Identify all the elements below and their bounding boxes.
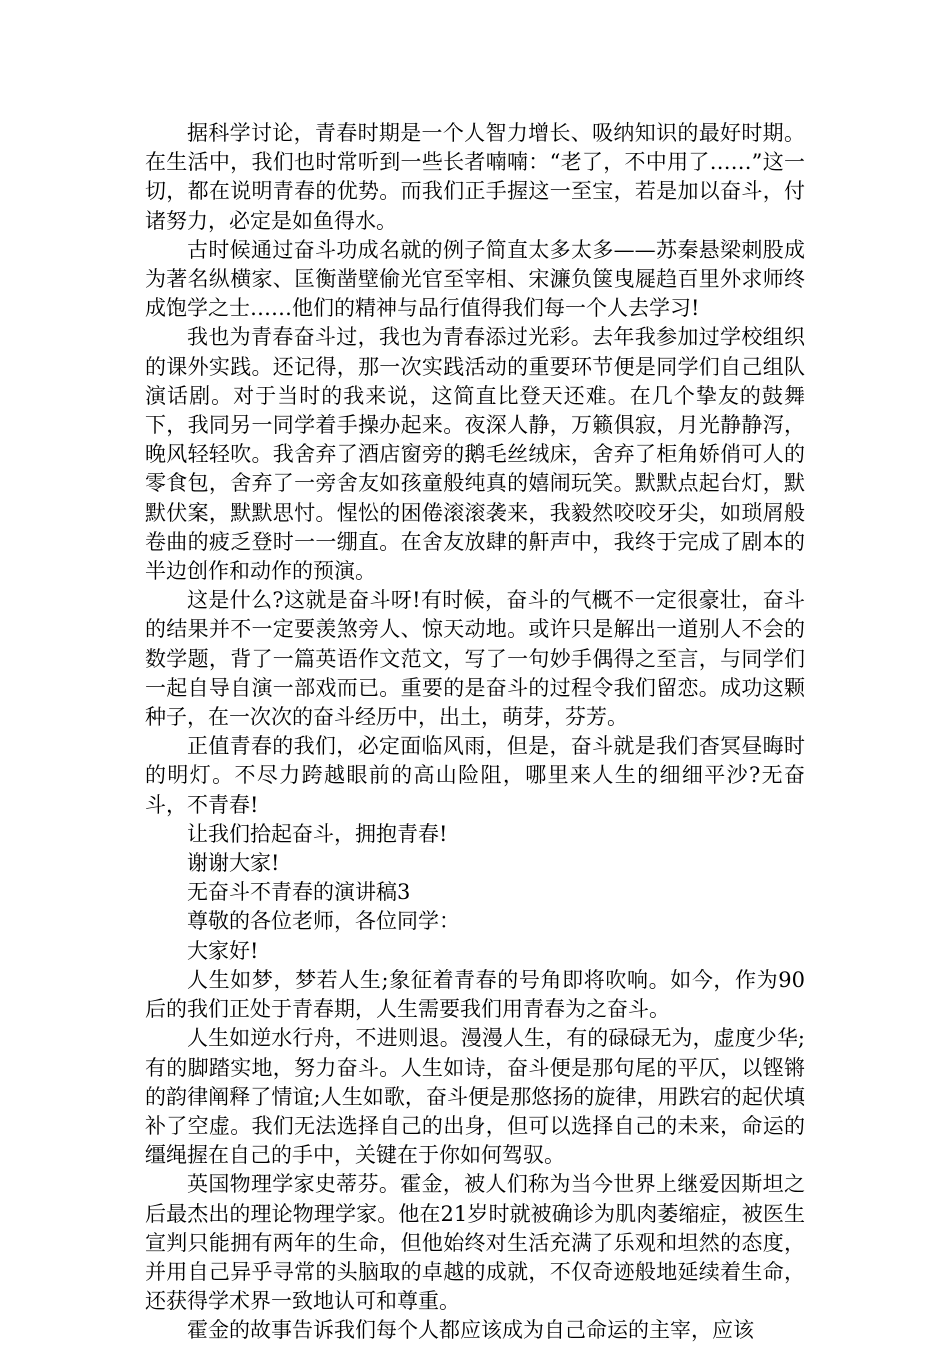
paragraph-6: 让我们拾起奋斗，拥抱青春!: [187, 821, 448, 846]
paragraph-14: 霍金的故事告诉我们每个人都应该成为自己命运的主宰，应该: [187, 1318, 754, 1343]
paragraph-2: 古时候通过奋斗功成名就的例子简直太多太多——苏秦悬梁刺股成为著名纵横家、匡衡凿壁偷光官至宰相、宋濂负箧曳屣趋百里外求师终成饱学之士……他们的精神与品行值得我们每一个人去学习!: [145, 237, 805, 321]
paragraph-13: 英国物理学家史蒂芬。霍金，被人们称为当今世界上继爱因斯坦之后最杰出的理论物理学家。他在21岁时就被确诊为肌肉萎缩症，被医生宣判只能拥有两年的生命，但他始终对生活充满了乐观和坦然的态度，并用自己异乎寻常的头脑取的卓越的成就，不仅奇迹般地延续着生命，还获得学术界一致地认可和尊重。: [145, 1172, 805, 1314]
paragraph-7: 谢谢大家!: [187, 851, 280, 876]
paragraph-3: 我也为青春奋斗过，我也为青春添过光彩。去年我参加过学校组织的课外实践。还记得，那一次实践活动的重要环节便是同学们自己组队演话剧。对于当时的我来说，这简直比登天还难。在几个挚友的鼓舞下，我同另一同学着手操办起来。夜深人静，万籁俱寂，月光静静泻，晚风轻轻吹。我舍弃了酒店窗旁的鹅毛丝绒床，舍弃了柜角娇俏可人的零食包，舍弃了一旁舍友如孩童般纯真的嬉闹玩笑。默默点起台灯，默默伏案，默默思忖。惺忪的困倦滚滚袭来，我毅然咬咬牙尖，如琐屑般卷曲的疲乏登时一一绷直。在舍友放肆的鼾声中，我终于完成了剧本的半边创作和动作的预演。: [145, 325, 805, 584]
document-body: [145, 119, 805, 1346]
salutation: 尊敬的各位老师，各位同学：: [187, 909, 460, 934]
section-title: 无奋斗不青春的演讲稿3: [187, 880, 411, 905]
paragraph-5: 正值青春的我们，必定面临风雨，但是，奋斗就是我们杳冥昼晦时的明灯。不尽力跨越眼前的高山险阻，哪里来人生的细细平沙?无奋斗，不青春!: [145, 734, 805, 817]
paragraph-1: 据科学讨论，青春时期是一个人智力增长、吸纳知识的最好时期。在生活中，我们也时常听到一些长者喃喃：“老了，不中用了……”这一切，都在说明青春的优势。而我们正手握这一至宝，若是加以奋斗，付诸努力，必定是如鱼得水。: [145, 121, 805, 233]
paragraph-4: 这是什么?这就是奋斗呀!有时候，奋斗的气概不一定很豪壮，奋斗的结果并不一定要羡煞旁人、惊天动地。或许只是解出一道别人不会的数学题，背了一篇英语作文范文，写了一句妙手偶得之至言，与同学们一起自导自演一部戏而已。重要的是奋斗的过程令我们留恋。成功这颗种子，在一次次的奋斗经历中，出土，萌芽，芬芳。: [145, 588, 805, 730]
paragraph-11: 人生如梦，梦若人生;象征着青春的号角即将吹响。如今，作为90后的我们正处于青春期，人生需要我们用青春为之奋斗。: [145, 967, 805, 1022]
paragraph-12: 人生如逆水行舟，不进则退。漫漫人生，有的碌碌无为，虚度少华;有的脚踏实地，努力奋斗。人生如诗，奋斗便是那句尾的平仄，以铿锵的韵律阐释了情谊;人生如歌，奋斗便是那悠扬的旋律，用跌宕的起伏填补了空虚。我们无法选择自己的出身，但可以选择自己的未来，命运的缰绳握在自己的手中，关键在于你如何驾驭。: [145, 1026, 805, 1168]
greeting: 大家好!: [187, 938, 259, 963]
